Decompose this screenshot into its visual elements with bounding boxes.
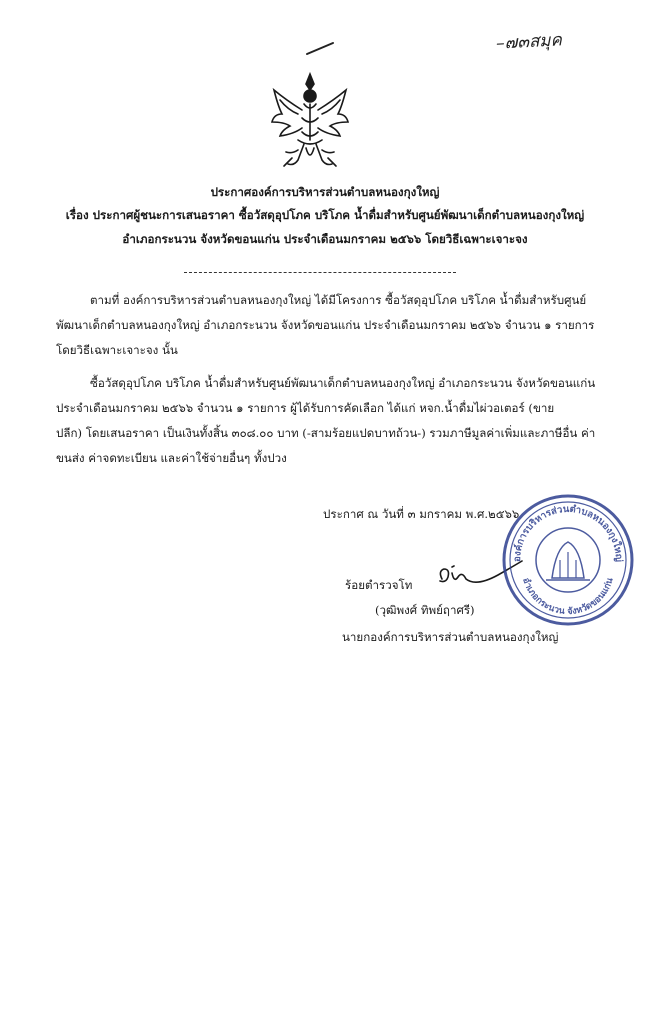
stamp-text-bottom: อำเภอกระนวน จังหวัดขอนแก่น bbox=[520, 576, 616, 618]
paragraph-1-line-3: โดยวิธีเฉพาะเจาะจง นั้น bbox=[56, 343, 178, 357]
paragraph-2-line-3: ปลีก) โดยเสนอราคา เป็นเงินทั้งสิ้น ๓๐๘.๐๐ บาท (-สามร้อยแปดบาทถ้วน-) รวมภาษีมูลค่าเพิ่มและภาษีอื่น ค่า bbox=[56, 426, 596, 440]
dashed-divider bbox=[184, 272, 456, 273]
pen-mark bbox=[305, 40, 335, 58]
signatory-title: นายกองค์การบริหารส่วนตำบลหนองกุงใหญ่ bbox=[342, 630, 559, 644]
announcement-subject-cont: อำเภอกระนวน จังหวัดขอนแก่น ประจำเดือนมกราคม ๒๕๖๖ โดยวิธีเฉพาะเจาะจง bbox=[122, 232, 528, 246]
announcement-date: ประกาศ ณ วันที่ ๓ มกราคม พ.ศ.๒๕๖๖ bbox=[323, 507, 520, 521]
paragraph-2-line-1: ซื้อวัสดุอุปโภค บริโภค น้ำดื่มสำหรับศูนย์พัฒนาเด็กตำบลหนองกุงใหญ่ อำเภอกระนวน จังหวัดขอนแก่น bbox=[90, 376, 596, 390]
announcement-subject: เรื่อง ประกาศผู้ชนะการเสนอราคา ซื้อวัสดุอุปโภค บริโภค น้ำดื่มสำหรับศูนย์พัฒนาเด็กตำบลหนองกุงใหญ่ bbox=[65, 208, 585, 222]
announcement-title: ประกาศองค์การบริหารส่วนตำบลหนองกุงใหญ่ bbox=[210, 185, 440, 199]
signatory-name: (วุฒิพงศ์ ทิพย์ฤาศรี) bbox=[375, 603, 475, 617]
paragraph-1-line-2: พัฒนาเด็กตำบลหนองกุงใหญ่ อำเภอกระนวน จังหวัดขอนแก่น ประจำเดือนมกราคม ๒๕๖๖ จำนวน ๑ รายการ bbox=[56, 318, 595, 332]
official-seal-stamp bbox=[498, 490, 638, 630]
handwritten-note: –๗๓สมุค bbox=[495, 30, 563, 54]
garuda-emblem-icon bbox=[268, 70, 352, 170]
svg-text:อำเภอกระนวน จังหวัดขอนแก่น bbox=[520, 576, 616, 617]
paragraph-2-line-4: ขนส่ง ค่าจดทะเบียน และค่าใช้จ่ายอื่นๆ ทั้งปวง bbox=[56, 451, 287, 465]
stamp-text-top: องค์การบริหารส่วนตำบลหนองกุงใหญ่ bbox=[511, 503, 625, 563]
paragraph-2-line-2: ประจำเดือนมกราคม ๒๕๖๖ จำนวน ๑ รายการ ผู้ได้รับการคัดเลือก ได้แก่ หจก.น้ำดื่มไผ่วอเตอร์ (ขาย bbox=[56, 401, 555, 415]
signatory-rank: ร้อยตำรวจโท bbox=[345, 578, 413, 592]
paragraph-1-line-1: ตามที่ องค์การบริหารส่วนตำบลหนองกุงใหญ่ ได้มีโครงการ ซื้อวัสดุอุปโภค บริโภค น้ำดื่มสำหรับศูนย์ bbox=[90, 293, 587, 307]
